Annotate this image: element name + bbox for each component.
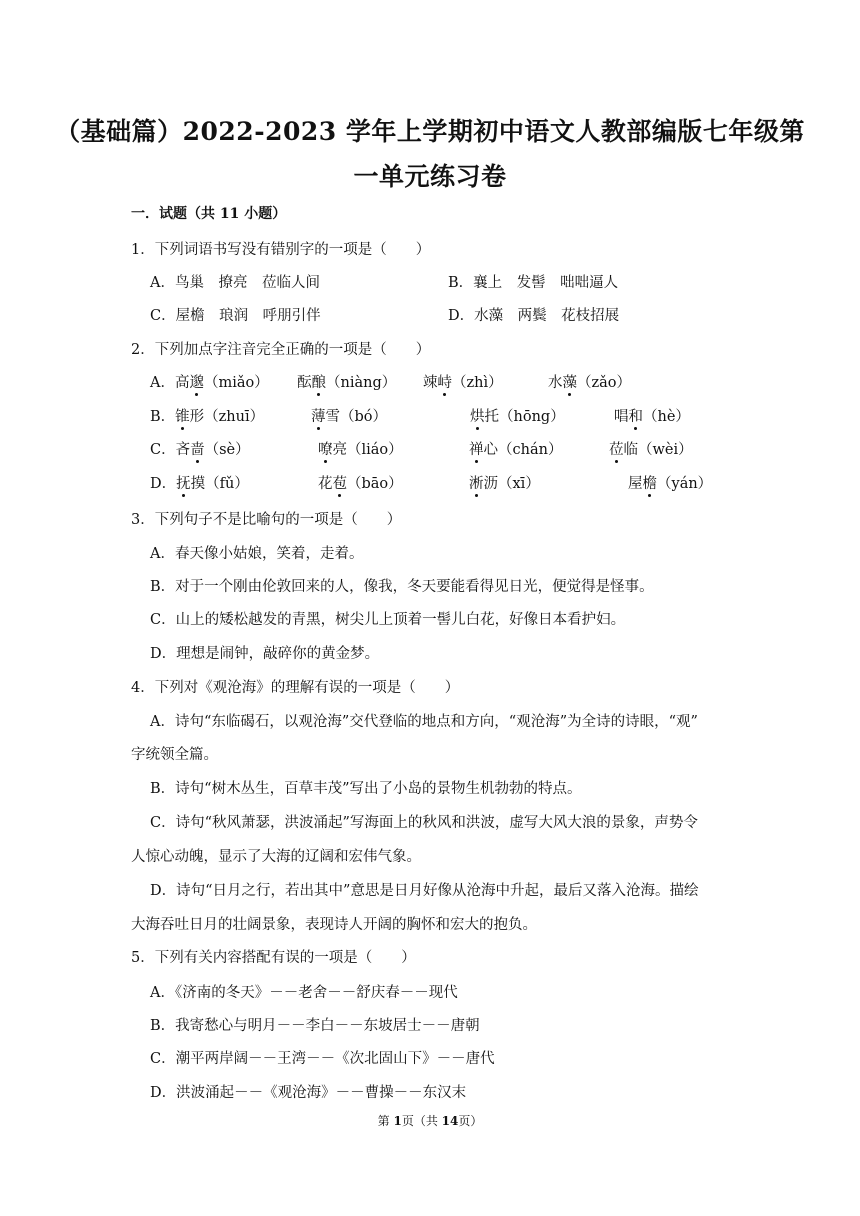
question-2-option-b-item-3: 烘托（hōng） — [470, 409, 565, 425]
question-2-stem: 2．下列加点字注音完全正确的一项是（ ） — [131, 342, 431, 358]
question-4-option-c-continued: 人惊心动魄，显示了大海的辽阔和宏伟气象。 — [131, 849, 421, 865]
question-3-option-d: D．理想是闹钟，敲碎你的黄金梦。 — [150, 646, 380, 662]
question-2-option-a-item-2: 酝酿（niàng） — [297, 375, 397, 391]
question-3-option-a: A．春天像小姑娘，笑着，走着。 — [150, 546, 364, 562]
question-1-option-c: C．屋檐 琅润 呼朋引伴 — [150, 308, 321, 324]
question-5-option-d: D．洪波涌起－－《观沧海》－－曹操－－东汉末 — [150, 1085, 467, 1101]
current-page-number: 1 — [393, 1114, 402, 1128]
document-title-line-2: 一单元练习卷 — [353, 162, 507, 191]
question-2-option-d-item-1: D．抚摸（fǔ） — [150, 476, 249, 492]
question-4-option-c: C．诗句“秋风萧瑟，洪波涌起”写海面上的秋风和洪波，虚写大风大浪的景象，声势令 — [150, 815, 698, 831]
question-2-option-c-item-1: C．吝啬（sè） — [150, 442, 250, 458]
page-footer: 第 1页（共 14页） — [377, 1114, 483, 1128]
document-title-line-1: （基础篇）2022-2023 学年上学期初中语文人教部编版七年级第 — [55, 117, 805, 146]
question-4-option-b: B．诗句“树木丛生，百草丰茂”写出了小岛的景物生机勃勃的特点。 — [150, 781, 582, 797]
question-2-option-a-item-4: 水藻（zǎo） — [548, 375, 632, 391]
question-3-option-b: B．对于一个刚由伦敦回来的人，像我，冬天要能看得见日光，便觉得是怪事。 — [150, 579, 654, 595]
question-4-option-d-continued: 大海吞吐日月的壮阔景象，表现诗人开阔的胸怀和宏大的抱负。 — [131, 917, 537, 933]
question-4-stem: 4．下列对《观沧海》的理解有误的一项是（ ） — [131, 680, 460, 696]
question-2-option-b-item-1: B．锥形（zhuī） — [150, 409, 265, 425]
question-2-option-c-item-2: 嘹亮（liáo） — [318, 442, 403, 458]
question-2-option-a-item-3: 竦峙（zhì） — [423, 375, 503, 391]
question-5-stem: 5．下列有关内容搭配有误的一项是（ ） — [131, 950, 416, 966]
question-5-option-a: A．《济南的冬天》－－老舍－－舒庆春－－现代 — [150, 985, 458, 1001]
question-2-option-b-item-2: 薄雪（bó） — [311, 409, 388, 425]
total-page-count: 14 — [441, 1114, 459, 1128]
question-2-option-c-item-3: 禅心（chán） — [469, 442, 563, 458]
question-1-stem: 1．下列词语书写没有错别字的一项是（ ） — [131, 242, 431, 258]
question-2-option-d-item-3: 淅沥（xī） — [469, 476, 540, 492]
question-4-option-a: A．诗句“东临碣石，以观沧海”交代登临的地点和方向，“观沧海”为全诗的诗眼，“观” — [150, 714, 698, 730]
question-2-option-c-item-4: 莅临（wèi） — [609, 442, 693, 458]
question-1-option-a: A．鸟巢 撩亮 莅临人间 — [150, 275, 320, 291]
question-2-option-b-item-4: 唱和（hè） — [614, 409, 690, 425]
question-4-option-a-continued: 字统领全篇。 — [131, 747, 218, 763]
question-4-option-d: D．诗句“日月之行，若出其中”意思是日月好像从沧海中升起，最后又落入沧海。描绘 — [150, 883, 699, 899]
question-1-option-d: D．水藻 两鬓 花枝招展 — [448, 308, 620, 324]
question-2-option-d-item-2: 花苞（bāo） — [318, 476, 403, 492]
question-5-option-b: B．我寄愁心与明月－－李白－－东坡居士－－唐朝 — [150, 1018, 480, 1034]
question-3-stem: 3．下列句子不是比喻句的一项是（ ） — [131, 512, 402, 528]
question-5-option-c: C．潮平两岸阔－－王湾－－《次北固山下》－－唐代 — [150, 1051, 495, 1067]
section-heading: 一．试题（共 11 小题） — [131, 206, 287, 222]
question-2-option-d-item-4: 屋檐（yán） — [628, 476, 713, 492]
question-2-option-a-item-1: A．高邈（miǎo） — [150, 375, 269, 391]
question-3-option-c: C．山上的矮松越发的青黑，树尖儿上顶着一髻儿白花，好像日本看护妇。 — [150, 612, 626, 628]
question-1-option-b: B．襄上 发髻 咄咄逼人 — [448, 275, 619, 291]
